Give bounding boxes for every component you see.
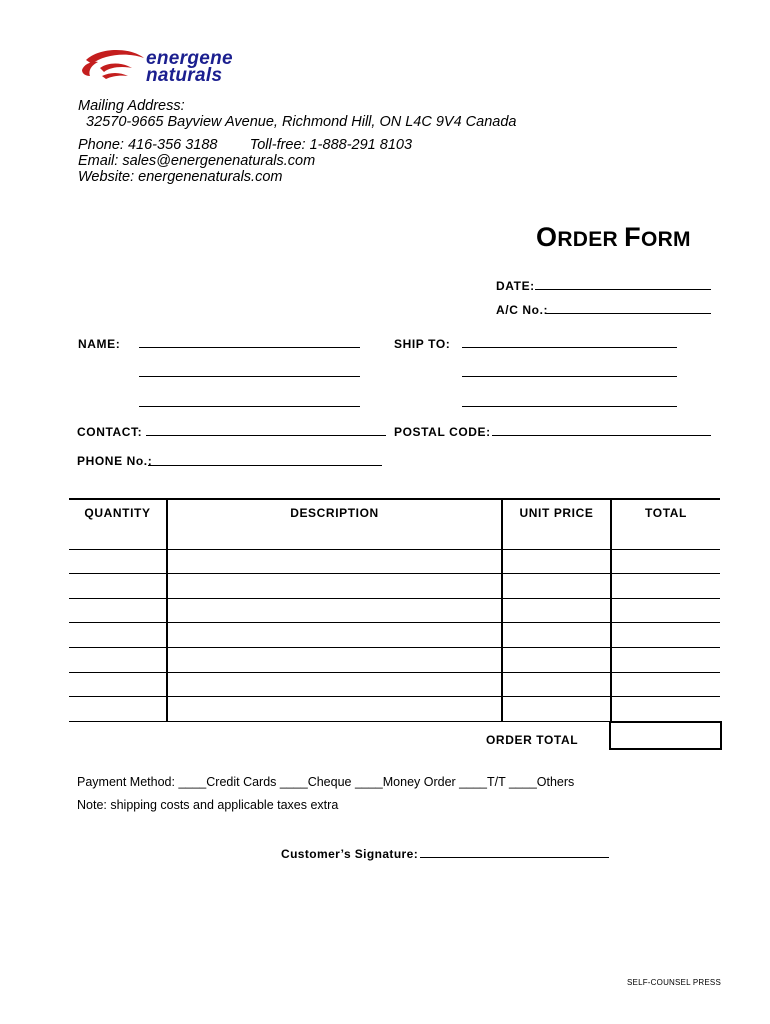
- unit-price-cell[interactable]: [502, 598, 611, 623]
- signature-field[interactable]: [420, 857, 609, 858]
- description-cell[interactable]: [167, 623, 502, 648]
- name-field-line3[interactable]: [139, 406, 360, 407]
- unit-price-cell[interactable]: [502, 574, 611, 599]
- table-row: [69, 549, 720, 574]
- col-header-total: TOTAL: [611, 499, 720, 525]
- ship-to-field-line3[interactable]: [462, 406, 677, 407]
- payment-method-line: Payment Method: ____Credit Cards ____Cheque ____Money Order ____T/T ____Others: [77, 775, 575, 789]
- unit-price-cell[interactable]: [502, 672, 611, 697]
- total-cell[interactable]: [611, 525, 720, 549]
- table-header-row: [69, 499, 720, 525]
- name-field-line1[interactable]: [139, 347, 360, 348]
- description-cell[interactable]: [167, 647, 502, 672]
- order-total-field[interactable]: [609, 721, 722, 750]
- ac-no-label: A/C No.:: [496, 303, 549, 317]
- table-row: [69, 697, 720, 722]
- email-line: Email: sales@energenenaturals.com: [78, 153, 316, 169]
- col-header-description: DESCRIPTION: [167, 499, 502, 525]
- total-cell[interactable]: [611, 697, 720, 722]
- mailing-label: Mailing Address:: [78, 98, 185, 114]
- signature-label: Customer’s Signature:: [281, 847, 419, 861]
- unit-price-cell[interactable]: [502, 697, 611, 722]
- contact-field[interactable]: [146, 435, 386, 436]
- phone-line: Phone: 416-356 3188 Toll-free: 1-888-291 8103: [78, 137, 413, 153]
- unit-price-cell[interactable]: [502, 525, 611, 549]
- total-cell[interactable]: [611, 549, 720, 574]
- quantity-cell[interactable]: [69, 549, 167, 574]
- quantity-cell[interactable]: [69, 525, 167, 549]
- name-field-line2[interactable]: [139, 376, 360, 377]
- shipping-note: Note: shipping costs and applicable taxes extra: [77, 798, 339, 812]
- table-row: [69, 623, 720, 648]
- col-header-unit-price: UNIT PRICE: [502, 499, 611, 525]
- quantity-cell[interactable]: [69, 697, 167, 722]
- total-cell[interactable]: [611, 647, 720, 672]
- total-cell[interactable]: [611, 598, 720, 623]
- description-cell[interactable]: [167, 549, 502, 574]
- ship-to-field-line1[interactable]: [462, 347, 677, 348]
- table-row: [69, 672, 720, 697]
- table-row: [69, 647, 720, 672]
- postal-code-field[interactable]: [492, 435, 711, 436]
- date-field[interactable]: [535, 289, 711, 290]
- ship-to-label: SHIP TO:: [394, 337, 451, 351]
- quantity-cell[interactable]: [69, 574, 167, 599]
- total-cell[interactable]: [611, 574, 720, 599]
- company-logo: [78, 46, 268, 92]
- phone-no-field[interactable]: [148, 465, 382, 466]
- order-total-label: ORDER TOTAL: [486, 733, 579, 747]
- table-row: [69, 574, 720, 599]
- unit-price-cell[interactable]: [502, 549, 611, 574]
- postal-code-label: POSTAL CODE:: [394, 425, 491, 439]
- quantity-cell[interactable]: [69, 623, 167, 648]
- quantity-cell[interactable]: [69, 598, 167, 623]
- mailing-address: 32570-9665 Bayview Avenue, Richmond Hill, ON L4C 9V4 Canada: [78, 114, 517, 130]
- quantity-cell[interactable]: [69, 647, 167, 672]
- description-cell[interactable]: [167, 697, 502, 722]
- logo-swoosh-icon: [78, 48, 148, 88]
- total-cell[interactable]: [611, 672, 720, 697]
- footer-publisher: SELF-COUNSEL PRESS: [627, 978, 721, 987]
- total-cell[interactable]: [611, 623, 720, 648]
- website-line: Website: energenenaturals.com: [78, 169, 283, 185]
- page-title: ORDER FORM: [536, 222, 691, 252]
- unit-price-cell[interactable]: [502, 647, 611, 672]
- description-cell[interactable]: [167, 598, 502, 623]
- quantity-cell[interactable]: [69, 672, 167, 697]
- description-cell[interactable]: [167, 525, 502, 549]
- order-items-table: [69, 498, 720, 722]
- logo-text-line1: energene: [146, 48, 233, 69]
- date-label: DATE:: [496, 279, 535, 293]
- name-label: NAME:: [78, 337, 121, 351]
- phone-no-label: PHONE No.:: [77, 454, 153, 468]
- logo-text-line2: naturals: [146, 65, 223, 86]
- table-row: [69, 525, 720, 549]
- ship-to-field-line2[interactable]: [462, 376, 677, 377]
- company-contact-block: [78, 98, 516, 185]
- unit-price-cell[interactable]: [502, 623, 611, 648]
- col-header-quantity: QUANTITY: [69, 499, 167, 525]
- ac-no-field[interactable]: [546, 313, 711, 314]
- contact-label: CONTACT:: [77, 425, 143, 439]
- description-cell[interactable]: [167, 672, 502, 697]
- table-row: [69, 598, 720, 623]
- description-cell[interactable]: [167, 574, 502, 599]
